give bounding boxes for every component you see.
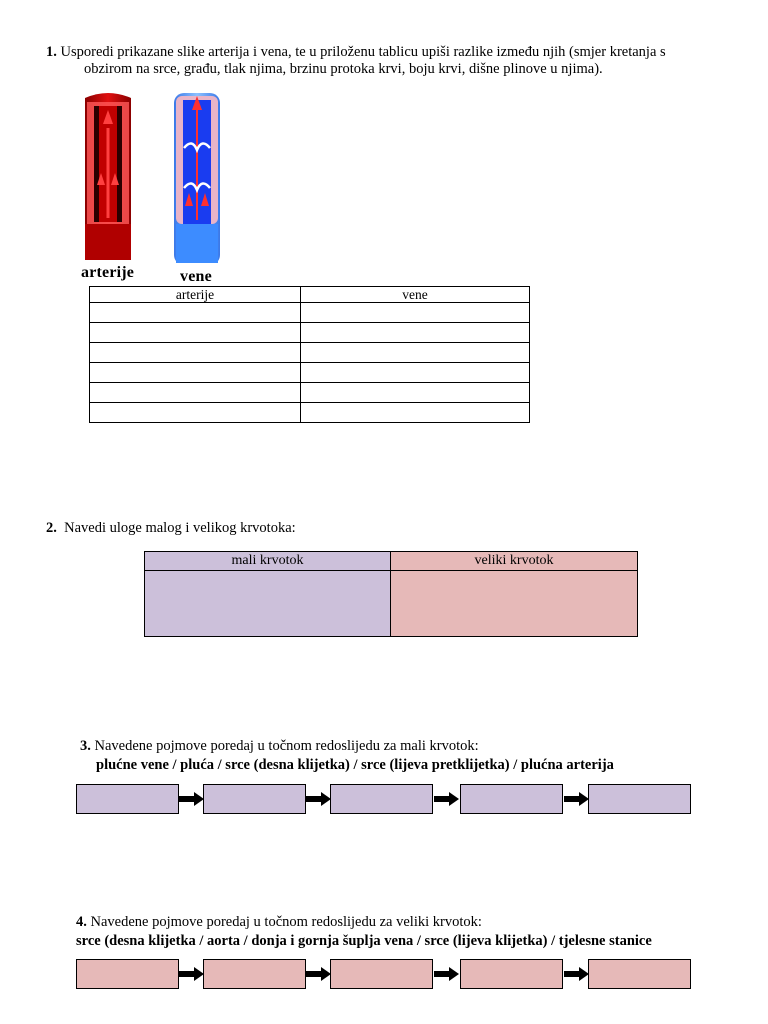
header-arteries: arterije	[90, 287, 301, 303]
table-row	[90, 383, 530, 403]
q4-text	[76, 914, 482, 931]
table-row	[90, 403, 530, 423]
answer-cell[interactable]	[90, 303, 301, 323]
large-circulation-answer[interactable]	[391, 571, 637, 637]
answer-cell[interactable]	[301, 383, 530, 403]
answer-cell[interactable]	[90, 403, 301, 423]
table-header-row	[90, 287, 530, 303]
sequence-box[interactable]	[330, 784, 433, 814]
table-row	[90, 363, 530, 383]
veins-label: vene	[180, 268, 212, 285]
small-circulation-answer[interactable]	[145, 571, 390, 637]
q3-text	[80, 738, 479, 755]
q1-number: 1.	[46, 44, 57, 60]
answer-cell[interactable]	[90, 323, 301, 343]
sequence-box[interactable]	[588, 959, 691, 989]
answer-cell[interactable]	[301, 343, 530, 363]
sequence-box[interactable]	[588, 784, 691, 814]
sequence-box[interactable]	[76, 959, 179, 989]
q4-number: 4.	[76, 914, 87, 930]
table-row	[90, 303, 530, 323]
header-small-circulation: mali krvotok	[145, 552, 390, 571]
large-circulation-column	[391, 552, 637, 636]
sequence-box[interactable]	[203, 959, 306, 989]
arrow-right-icon	[434, 792, 459, 806]
arrow-right-icon	[564, 967, 589, 981]
header-large-circulation: veliki krvotok	[391, 552, 637, 571]
arrow-right-icon	[306, 967, 331, 981]
arrow-right-icon	[434, 967, 459, 981]
sequence-box[interactable]	[76, 784, 179, 814]
sequence-box[interactable]	[203, 784, 306, 814]
artery-drawing	[85, 93, 131, 260]
answer-cell[interactable]	[301, 363, 530, 383]
vessels-illustration	[80, 88, 230, 263]
arrow-right-icon	[179, 967, 204, 981]
q3-question: Navedene pojmove poredaj u točnom redoslijedu za mali krvotok:	[94, 738, 479, 754]
answer-cell[interactable]	[90, 363, 301, 383]
table-row	[90, 343, 530, 363]
sequence-box[interactable]	[460, 784, 563, 814]
q1-line2: obzirom na srce, građu, tlak njima, brzinu protoka krvi, boju krvi, dišne plinove u njima).	[84, 61, 603, 77]
q3-number: 3.	[80, 738, 91, 754]
arrow-right-icon	[179, 792, 204, 806]
q4-question: Navedene pojmove poredaj u točnom redoslijedu za veliki krvotok:	[90, 914, 482, 930]
q2-text	[46, 520, 296, 537]
q1-text	[46, 44, 746, 61]
circulation-roles-table	[144, 551, 638, 637]
header-veins: vene	[301, 287, 530, 303]
arteries-veins-table	[89, 286, 530, 423]
sequence-box[interactable]	[460, 959, 563, 989]
q2-question: Navedi uloge malog i velikog krvotoka:	[64, 520, 296, 536]
answer-cell[interactable]	[301, 323, 530, 343]
arteries-label: arterije	[81, 264, 135, 281]
small-circulation-column	[145, 552, 391, 636]
answer-cell[interactable]	[90, 383, 301, 403]
q3-terms: plućne vene / pluća / srce (desna klijetka) / srce (lijeva pretklijetka) / plućna arterija	[96, 757, 614, 773]
answer-cell[interactable]	[301, 303, 530, 323]
arrow-right-icon	[306, 792, 331, 806]
vein-drawing	[174, 93, 220, 263]
table-row	[90, 323, 530, 343]
q2-number: 2.	[46, 520, 57, 536]
q4-terms: srce (desna klijetka / aorta / donja i gornja šuplja vena / srce (lijeva klijetka) / tjelesne stanice	[76, 933, 652, 949]
q1-line1: Usporedi prikazane slike arterija i vena, te u priloženu tablicu upiši razlike između njih (smjer kretanja s	[60, 44, 666, 60]
answer-cell[interactable]	[90, 343, 301, 363]
answer-cell[interactable]	[301, 403, 530, 423]
sequence-box[interactable]	[330, 959, 433, 989]
arrow-right-icon	[564, 792, 589, 806]
